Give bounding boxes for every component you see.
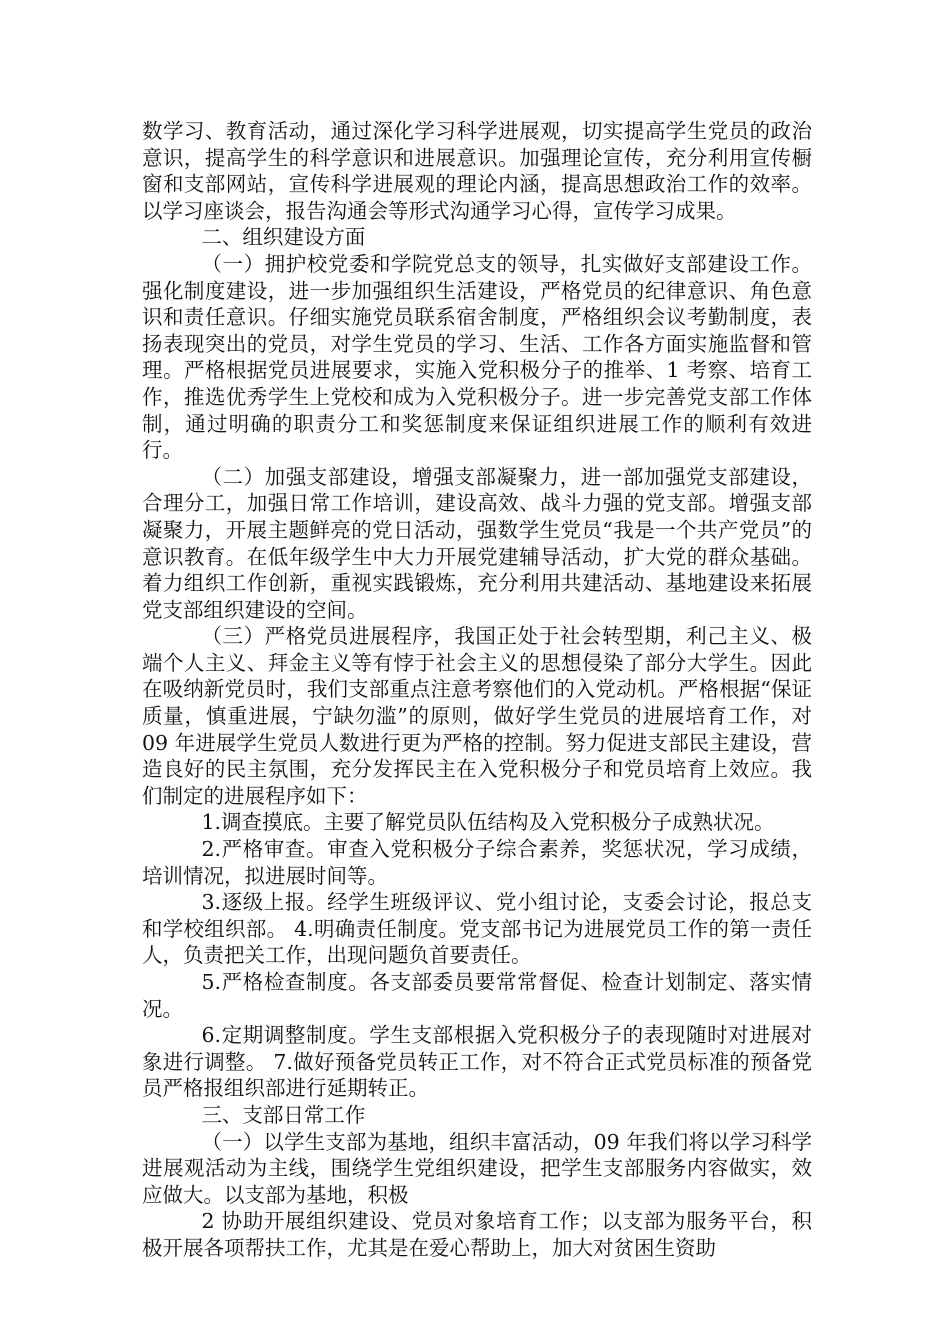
list-item-1: 1.调查摸底。主要了解党员队伍结构及入党积极分子成熟状况。 bbox=[201, 810, 775, 835]
section-heading-organization: 二、组织建设方面 bbox=[201, 225, 366, 250]
document-page bbox=[142, 118, 812, 1262]
paragraph-member-development: （三）严格党员进展程序，我国正处于社会转型期，利己主义、极端个人主义、拜金主义等有悖于社会主义的思想侵染了部分大学生。因此在吸纳新党员时，我们支部重点注意考察他们的入党动机。严格根据“保证质量，慎重进展，宁缺勿滥”的原则，做好学生党员的进展培育工作，对 09 年进展学生党员人数进行更为严格的控制。努力促进支部民主建设，营造良好的民主氛围，充分发挥民主在入党积极分子和党员培育上效应。我们制定的进展程序如下： bbox=[142, 624, 812, 808]
paragraph-student-branch-base: （一）以学生支部为基地，组织丰富活动，09 年我们将以学习科学进展观活动为主线，围绕学生党组织建设，把学生支部服务内容做实，效应做大。以支部为基地，积极 bbox=[142, 1129, 812, 1207]
section-heading-daily-work: 三、支部日常工作 bbox=[201, 1102, 366, 1127]
paragraph-support-leadership: （一）拥护校党委和学院党总支的领导，扎实做好支部建设工作。强化制度建设，进一步加强组织生活建设，严格党员的纪律意识、角色意识和责任意识。仔细实施党员联系宿舍制度，严格组织会议考勤制度，表扬表现突出的党员，对学生党员的学习、生活、工作各方面实施监督和管理。严格根据党员进展要求，实施入党积极分子的推举、1 考察、培育工作，推选优秀学生上党校和成为入党积极分子。进一步完善党支部工作体制，通过明确的职责分工和奖惩制度来保证组织进展工作的顺利有效进行。 bbox=[142, 251, 812, 463]
paragraph-study-activities: 数学习、教育活动，通过深化学习科学进展观，切实提高学生党员的政治意识，提高学生的科学意识和进展意识。加强理论宣传，充分利用宣传橱窗和支部网站，宣传科学进展观的理论内涵，提高思想政治工作的效率。以学习座谈会，报告沟通会等形式沟通学习心得，宣传学习成果。 bbox=[142, 119, 812, 223]
list-item-3-4: 3.逐级上报。经学生班级评议、党小组讨论，支委会讨论，报总支和学校组织部。 4.明确责任制度。党支部书记为进展党员工作的第一责任人，负责把关工作，出现问题负首要责任。 bbox=[142, 890, 812, 968]
list-item-2: 2.严格审查。审查入党积极分子综合素养，奖惩状况，学习成绩，培训情况，拟进展时间等。 bbox=[142, 837, 812, 888]
list-item-6-7: 6.定期调整制度。学生支部根据入党积极分子的表现随时对进展对象进行调整。 7.做好预备党员转正工作，对不符合正式党员标准的预备党员严格报组织部进行延期转正。 bbox=[142, 1023, 812, 1101]
list-item-5: 5.严格检查制度。各支部委员要常常督促、检查计划制定、落实情况。 bbox=[142, 970, 812, 1021]
paragraph-assist-organization: 2 协助开展组织建设、党员对象培育工作；以支部为服务平台，积极开展各项帮扶工作，尤其是在爱心帮助上，加大对贫困生资助 bbox=[142, 1209, 812, 1260]
paragraph-branch-building: （二）加强支部建设，增强支部凝聚力，进一部加强党支部建设，合理分工，加强日常工作培训，建设高效、战斗力强的党支部。增强支部凝聚力，开展主题鲜亮的党日活动，强数学生党员“我是一个共产党员”的意识教育。在低年级学生中大力开展党建辅导活动，扩大党的群众基础。着力组织工作创新，重视实践锻炼，充分利用共建活动、基地建设来拓展党支部组织建设的空间。 bbox=[142, 464, 812, 622]
